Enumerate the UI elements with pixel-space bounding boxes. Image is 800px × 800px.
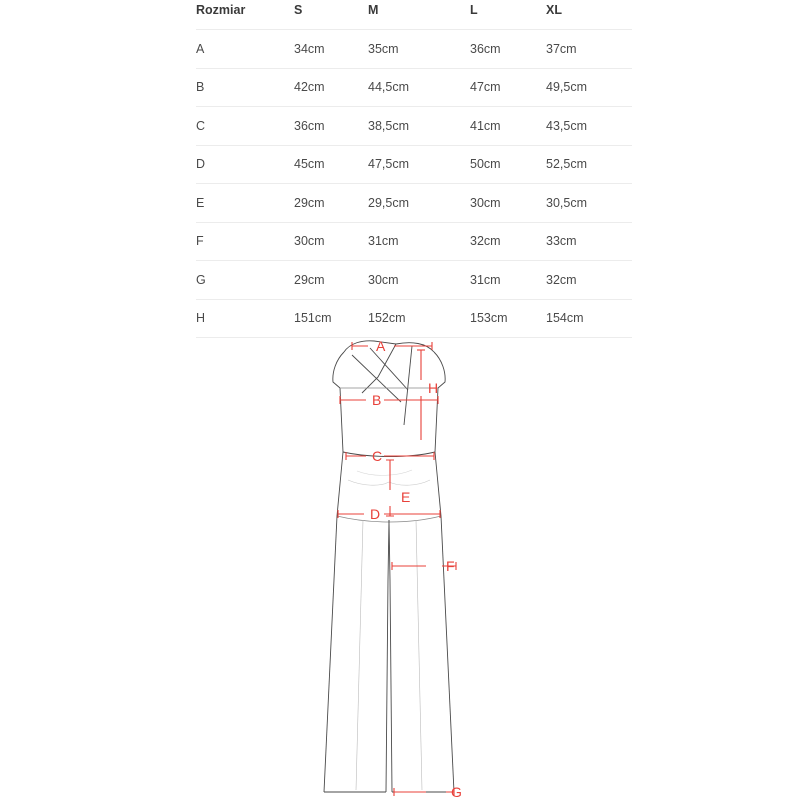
cell-l: 31cm — [470, 272, 501, 287]
row-label: B — [196, 80, 205, 95]
cell-xl: 49,5cm — [546, 80, 587, 95]
cell-m: 35cm — [368, 41, 399, 56]
cell-m: 31cm — [368, 234, 399, 249]
cell-m: 47,5cm — [368, 157, 409, 172]
table-row — [196, 145, 632, 184]
measurement-labels — [370, 338, 462, 800]
cell-xl: 30,5cm — [546, 195, 587, 210]
cell-s: 34cm — [294, 41, 325, 56]
cell-s: 36cm — [294, 118, 325, 133]
cell-s: 151cm — [294, 311, 332, 326]
cell-xl: 52,5cm — [546, 157, 587, 172]
cell-m: 152cm — [368, 311, 406, 326]
cell-s: 29cm — [294, 195, 325, 210]
column-header-rozmiar: Rozmiar — [196, 3, 246, 17]
table-row — [196, 184, 632, 223]
table-row — [196, 30, 632, 69]
column-header-m: M — [368, 3, 379, 17]
row-label: E — [196, 195, 205, 210]
row-label: D — [196, 157, 206, 172]
cell-xl: 43,5cm — [546, 118, 587, 133]
garment-measurement-diagram — [300, 330, 530, 800]
cell-xl: 33cm — [546, 234, 577, 249]
row-label: H — [196, 311, 206, 326]
cell-l: 41cm — [470, 118, 501, 133]
label-g: G — [451, 784, 462, 800]
table-row — [196, 261, 632, 300]
cell-xl: 154cm — [546, 311, 584, 326]
size-table-body — [196, 30, 632, 338]
label-h: H — [428, 380, 439, 396]
column-header-s: S — [294, 3, 303, 17]
table-row — [196, 107, 632, 146]
label-a: A — [376, 338, 386, 354]
size-table-header-row — [196, 0, 632, 30]
garment-outline — [324, 341, 454, 792]
label-c: C — [372, 448, 383, 464]
cell-l: 153cm — [470, 311, 508, 326]
cell-xl: 37cm — [546, 41, 577, 56]
label-e: E — [401, 489, 411, 505]
cell-m: 29,5cm — [368, 195, 409, 210]
cell-l: 47cm — [470, 80, 501, 95]
label-f: F — [446, 558, 455, 574]
column-header-l: L — [470, 3, 478, 17]
cell-s: 29cm — [294, 272, 325, 287]
size-table — [196, 0, 632, 338]
table-row — [196, 222, 632, 261]
table-row — [196, 68, 632, 107]
cell-s: 30cm — [294, 234, 325, 249]
row-label: C — [196, 118, 206, 133]
measurement-lines — [338, 342, 456, 796]
cell-l: 30cm — [470, 195, 501, 210]
row-label: F — [196, 234, 204, 249]
cell-s: 42cm — [294, 80, 325, 95]
cell-xl: 32cm — [546, 272, 577, 287]
size-table-head — [196, 0, 632, 30]
cell-l: 36cm — [470, 41, 501, 56]
cell-m: 30cm — [368, 272, 399, 287]
cell-m: 38,5cm — [368, 118, 409, 133]
column-header-xl: XL — [546, 3, 562, 17]
row-label: A — [196, 41, 205, 56]
cell-l: 32cm — [470, 234, 501, 249]
label-d: D — [370, 506, 381, 522]
cell-s: 45cm — [294, 157, 325, 172]
cell-m: 44,5cm — [368, 80, 409, 95]
row-label: G — [196, 272, 206, 287]
label-b: B — [372, 392, 382, 408]
cell-l: 50cm — [470, 157, 501, 172]
